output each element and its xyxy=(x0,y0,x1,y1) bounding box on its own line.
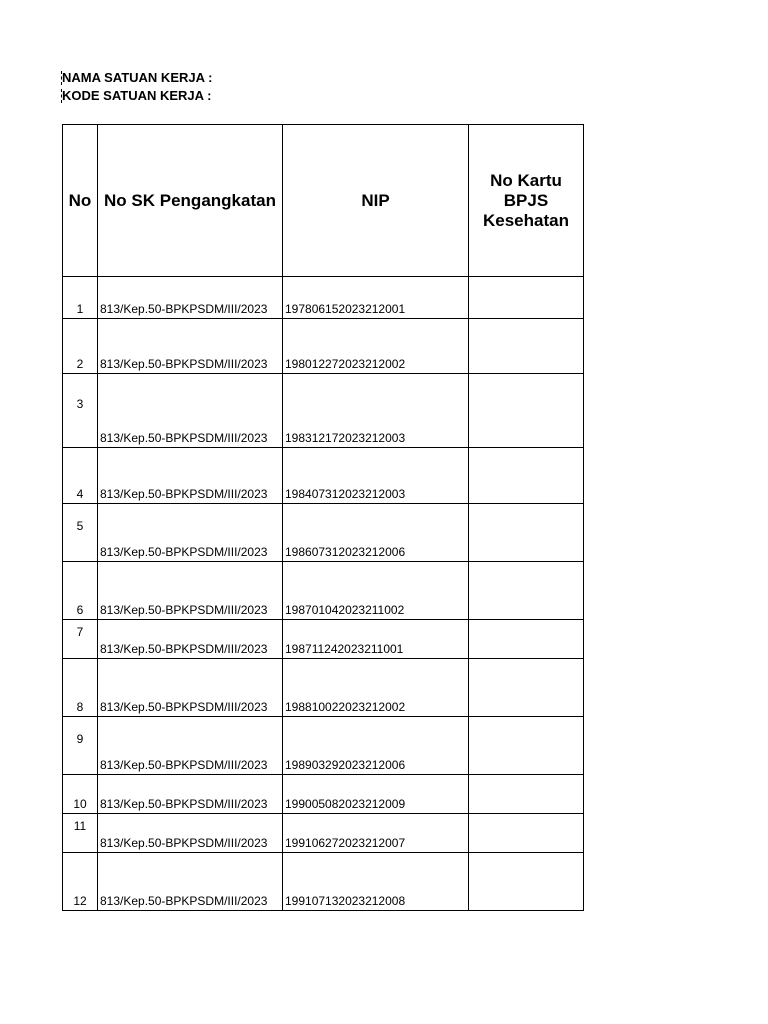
row-number xyxy=(63,717,98,775)
nip-cell-text: 198701042023211002 xyxy=(285,603,405,617)
nip-cell xyxy=(283,717,469,775)
sk-number-cell xyxy=(98,814,283,853)
sk-number-cell-text: 813/Kep.50-BPKPSDM/III/2023 xyxy=(100,758,268,772)
sk-number-cell-text: 813/Kep.50-BPKPSDM/III/2023 xyxy=(100,357,268,371)
sk-number-cell xyxy=(98,659,283,717)
table-body xyxy=(63,277,584,911)
row-number xyxy=(63,374,98,448)
bpjs-card-cell xyxy=(469,504,584,562)
row-number-text: 9 xyxy=(76,731,84,746)
sk-number-cell-text: 813/Kep.50-BPKPSDM/III/2023 xyxy=(100,487,268,501)
table-row xyxy=(63,448,584,504)
nip-cell-text: 198810022023212002 xyxy=(285,700,406,714)
row-number-text: 5 xyxy=(76,518,84,533)
nip-cell xyxy=(283,659,469,717)
row-number-text: 8 xyxy=(76,700,84,714)
sk-number-cell xyxy=(98,319,283,374)
row-number xyxy=(63,620,98,659)
sk-number-cell xyxy=(98,620,283,659)
sk-number-cell xyxy=(98,504,283,562)
nip-cell xyxy=(283,504,469,562)
nip-cell xyxy=(283,448,469,504)
sk-number-cell-text: 813/Kep.50-BPKPSDM/III/2023 xyxy=(100,700,268,714)
row-number xyxy=(63,853,98,911)
sk-number-cell xyxy=(98,562,283,620)
sk-number-cell xyxy=(98,448,283,504)
nip-cell-text: 198312172023212003 xyxy=(285,431,406,445)
bpjs-card-cell xyxy=(469,448,584,504)
table-row xyxy=(63,775,584,814)
column-header-nip: NIP xyxy=(283,125,469,277)
sk-number-cell xyxy=(98,775,283,814)
row-number-text: 2 xyxy=(76,357,84,371)
bpjs-card-cell xyxy=(469,277,584,319)
sk-number-cell-text: 813/Kep.50-BPKPSDM/III/2023 xyxy=(100,302,268,316)
column-header-sk: No SK Pengangkatan xyxy=(98,125,283,277)
nip-cell xyxy=(283,814,469,853)
sk-number-cell-text: 813/Kep.50-BPKPSDM/III/2023 xyxy=(100,797,268,811)
sk-number-cell-text: 813/Kep.50-BPKPSDM/III/2023 xyxy=(100,603,268,617)
table-header-row xyxy=(63,125,584,277)
bpjs-card-cell xyxy=(469,717,584,775)
column-header-bpjs: No Kartu BPJS Kesehatan xyxy=(469,125,584,277)
bpjs-card-cell xyxy=(469,374,584,448)
sk-number-cell-text: 813/Kep.50-BPKPSDM/III/2023 xyxy=(100,894,268,908)
nip-cell-text: 198407312023212003 xyxy=(285,487,406,501)
row-number xyxy=(63,775,98,814)
nip-cell xyxy=(283,562,469,620)
employee-table xyxy=(62,124,584,911)
sk-number-cell-text: 813/Kep.50-BPKPSDM/III/2023 xyxy=(100,431,268,445)
nip-cell-text: 198903292023212006 xyxy=(285,758,406,772)
bpjs-card-cell xyxy=(469,814,584,853)
row-number-text: 11 xyxy=(73,819,87,833)
nip-cell xyxy=(283,775,469,814)
row-number xyxy=(63,319,98,374)
sk-number-cell xyxy=(98,717,283,775)
row-number-text: 3 xyxy=(76,396,84,411)
sk-number-cell xyxy=(98,277,283,319)
nip-cell-text: 198607312023212006 xyxy=(285,545,406,559)
nip-cell-text: 199107132023212008 xyxy=(285,894,406,908)
bpjs-card-cell xyxy=(469,659,584,717)
bpjs-card-cell xyxy=(469,775,584,814)
row-number-text: 7 xyxy=(76,625,84,639)
table-row xyxy=(63,659,584,717)
nip-cell xyxy=(283,374,469,448)
nip-cell xyxy=(283,620,469,659)
row-number-text: 10 xyxy=(73,797,87,811)
row-number-text: 4 xyxy=(76,487,84,501)
row-number-text: 1 xyxy=(76,302,84,316)
row-number xyxy=(63,659,98,717)
nip-cell xyxy=(283,319,469,374)
table-row xyxy=(63,620,584,659)
nip-cell-text: 198012272023212002 xyxy=(285,357,406,371)
sk-number-cell-text: 813/Kep.50-BPKPSDM/III/2023 xyxy=(100,836,268,850)
row-number-text: 12 xyxy=(73,894,87,908)
nip-cell xyxy=(283,853,469,911)
table-row xyxy=(63,814,584,853)
table-row xyxy=(63,374,584,448)
nip-cell-text: 199005082023212009 xyxy=(285,797,406,811)
column-header-no: No xyxy=(63,125,98,277)
row-number-text: 6 xyxy=(76,603,84,617)
kode-satuan-kerja-label: KODE SATUAN KERJA : xyxy=(62,88,212,103)
sk-number-cell-text: 813/Kep.50-BPKPSDM/III/2023 xyxy=(100,642,268,656)
nama-satuan-kerja-label: NAMA SATUAN KERJA : xyxy=(62,70,213,85)
row-number xyxy=(63,504,98,562)
table-row xyxy=(63,277,584,319)
bpjs-card-cell xyxy=(469,562,584,620)
nip-cell-text: 198711242023211001 xyxy=(285,642,404,656)
table-row xyxy=(63,504,584,562)
bpjs-card-cell xyxy=(469,319,584,374)
nip-cell-text: 197806152023212001 xyxy=(285,302,406,316)
table-row xyxy=(63,853,584,911)
nip-cell xyxy=(283,277,469,319)
row-number xyxy=(63,448,98,504)
nip-cell-text: 199106272023212007 xyxy=(285,836,406,850)
sk-number-cell xyxy=(98,374,283,448)
bpjs-card-cell xyxy=(469,853,584,911)
row-number xyxy=(63,814,98,853)
table-row xyxy=(63,562,584,620)
table-row xyxy=(63,717,584,775)
row-number xyxy=(63,562,98,620)
sk-number-cell xyxy=(98,853,283,911)
sk-number-cell-text: 813/Kep.50-BPKPSDM/III/2023 xyxy=(100,545,268,559)
bpjs-card-cell xyxy=(469,620,584,659)
row-number xyxy=(63,277,98,319)
table-row xyxy=(63,319,584,374)
